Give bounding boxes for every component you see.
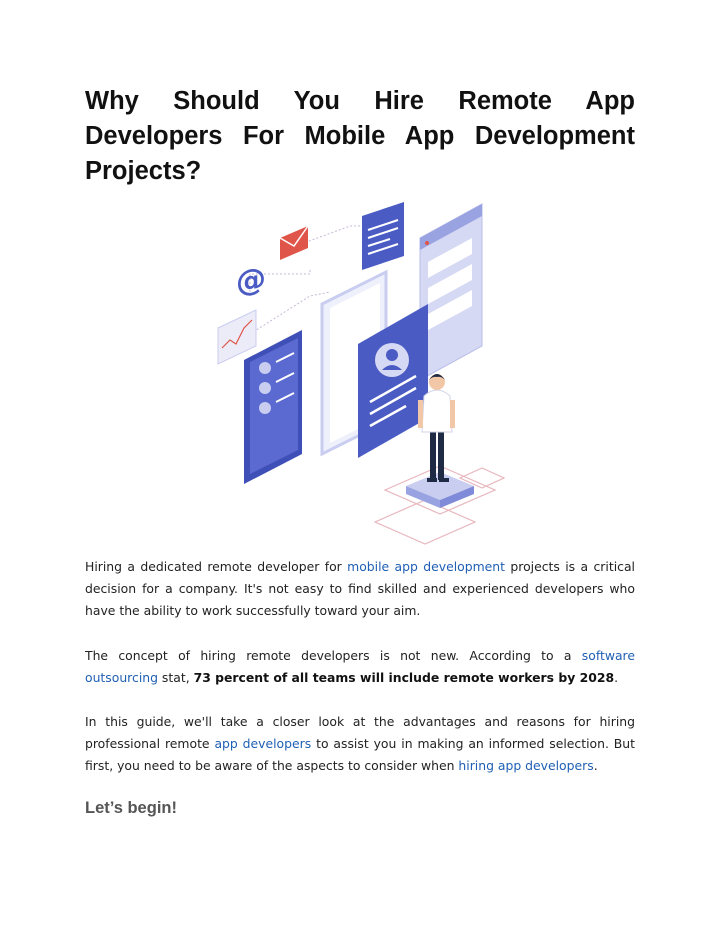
intro-paragraph: Hiring a dedicated remote developer for mobile app development projects is a critical decision for a company. It's not easy to find skilled and experienced developers who have the ability to work successfully toward your aim. [85,559,635,618]
svg-text:@: @ [236,261,266,301]
statistic-paragraph: The concept of hiring remote developers is not new. According to a software outsourcing stat, 73 percent of all teams will include remote workers by 2028. [85,648,635,685]
mail-icon [280,226,308,260]
browser-window [420,204,482,380]
document-card [362,202,404,270]
remote-workers-stat: 73 percent of all teams will include remote workers by 2028 [193,670,615,685]
chart-card [218,310,256,364]
page-title: Why Should You Hire Remote App Developers For Mobile App Development Projects? [85,87,635,185]
remote-app-developer-illustration [210,196,510,548]
phone-device [244,330,302,484]
app-developers-link[interactable]: app developers [214,736,312,751]
hiring-app-developers-link[interactable]: hiring app developers [458,758,594,773]
mobile-app-development-link[interactable]: mobile app development [347,559,505,574]
software-outsourcing-link[interactable]: software outsourcing [85,648,635,685]
section-heading: Let’s begin! [85,799,177,817]
guide-paragraph: In this guide, we'll take a closer look at the advantages and reasons for hiring professional remote app developers to assist you in making an informed selection. But first, you need to be aware of the aspects to consider when hiring app developers. [85,714,635,773]
